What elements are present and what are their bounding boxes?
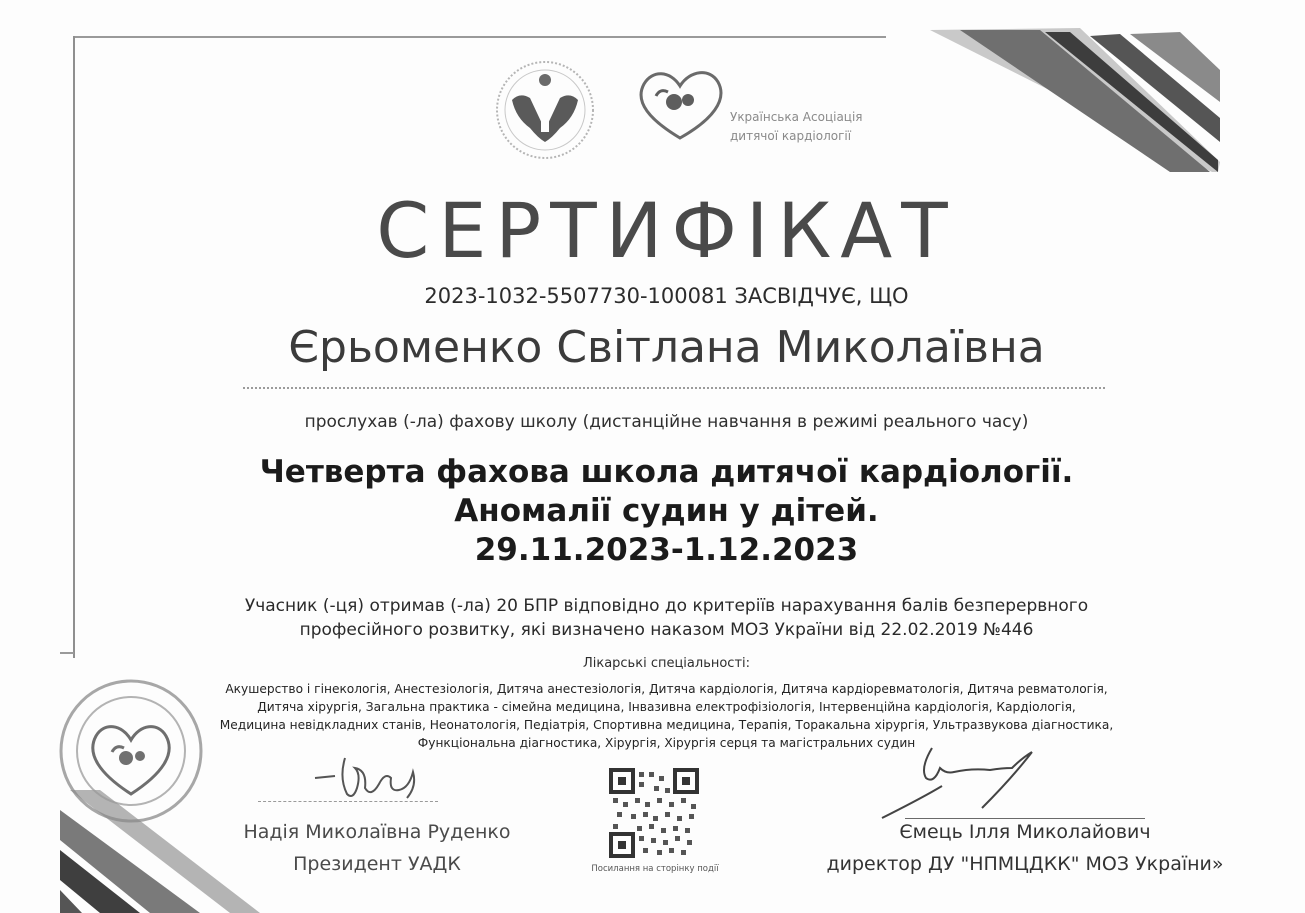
course-block: [0, 453, 1305, 570]
association-name: [730, 108, 863, 146]
credits-line2: професійного розвитку, які визначено наказом МОЗ України від 22.02.2019 №446: [299, 620, 1034, 640]
certificate-number: 2023-1032-5507730-100081 ЗАСВІДЧУЄ, ЩО: [424, 284, 909, 308]
specialties-line2: Дитяча хірургія, Загальна практика - сімейна медицина, Інвазивна електрофізіологія, Інтервенційна кардіологія, Кардіологія,: [257, 700, 1076, 714]
heart-baby-icon: [630, 62, 730, 142]
credits-line1: Учасник (-ця) отримав (-ла) 20 БПР відповідно до критеріїв нарахування балів безперервного: [244, 596, 1089, 616]
course-title-line1: Четверта фахова школа дитячої кардіології.: [259, 454, 1074, 490]
specialties-line1: Акушерство і гінекологія, Анестезіологія, Дитяча анестезіологія, Дитяча кардіологія, Дитяча кардіоревматологія, Дитяча ревматологія,: [225, 682, 1108, 696]
signatory-left-name: Надія Миколаївна Руденко: [243, 821, 511, 843]
signatory-right-role: директор ДУ "НПМЦДКК" МОЗ України»: [826, 853, 1224, 875]
specialties-heading: Лікарські спеціальності:: [582, 656, 751, 671]
credits-statement: [0, 594, 1305, 642]
decorative-stripes-top-right: [920, 22, 1240, 172]
course-title-line2: Аномалії судин у дітей.: [454, 493, 879, 529]
signature-line-left: [258, 801, 438, 802]
specialties-line3: Медицина невідкладних станів, Неонатологія, Педіатрія, Спортивна медицина, Терапія, Торакальна хірургія, Ультразвукова діагностика,: [219, 718, 1114, 732]
page-edge-top: [74, 36, 886, 38]
signatory-left-role: Президент УАДК: [293, 853, 461, 875]
association-name-line1: Українська Асоціація: [730, 110, 863, 124]
signature-right: [862, 738, 1072, 828]
association-name-line2: дитячої кардіології: [730, 129, 852, 143]
signature-left: [295, 748, 445, 808]
qr-caption: Посилання на сторінку події: [591, 864, 719, 874]
course-dates: 29.11.2023-1.12.2023: [474, 532, 859, 568]
qr-code-icon[interactable]: [609, 768, 699, 858]
page-edge-bottom: [60, 652, 74, 654]
certificate-title: СЕРТИФІКАТ: [376, 186, 957, 275]
specialties-line4: Функціональна діагностика, Хірургія, Хірургія серця та магістральних судин: [417, 736, 916, 750]
signature-line-right: [905, 818, 1145, 819]
recipient-name: Єрьоменко Світлана Миколаївна: [288, 322, 1045, 373]
attendance-statement: прослухав (-ла) фахову школу (дистанційне навчання в режимі реального часу): [304, 412, 1029, 432]
recipient-underline: [243, 387, 1105, 389]
signatory-right-name: Ємець Ілля Миколайович: [899, 821, 1151, 843]
mountain-emblem-icon: [490, 58, 600, 162]
association-stamp-icon: [56, 676, 206, 826]
